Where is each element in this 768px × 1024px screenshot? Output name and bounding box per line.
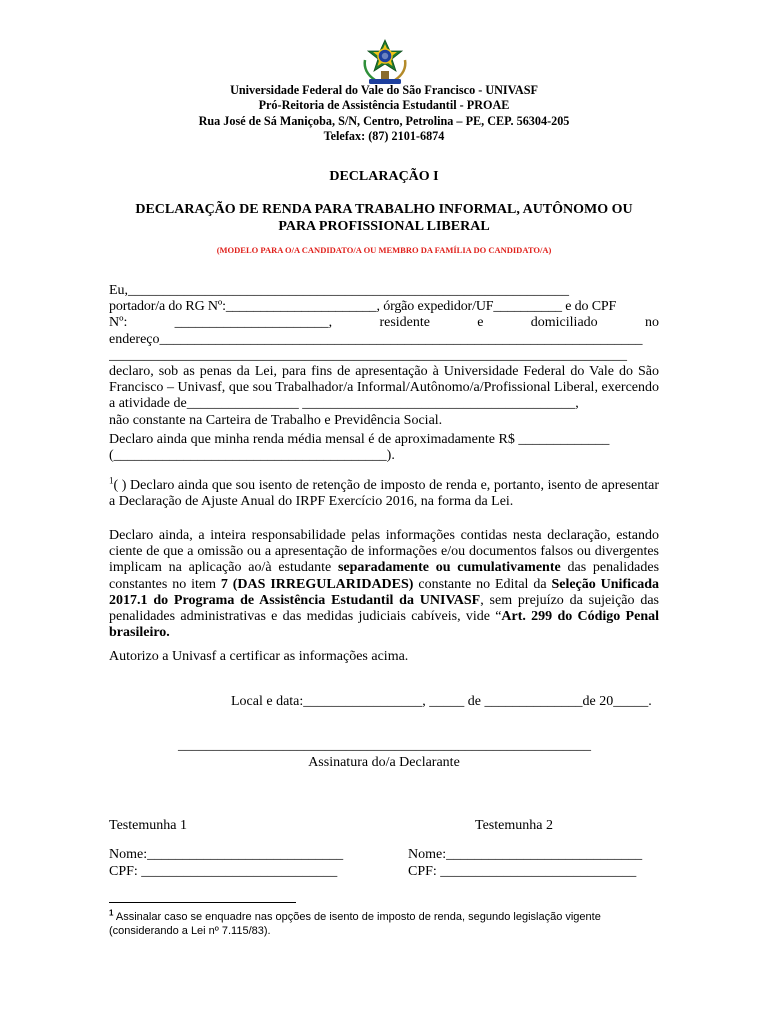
income-amount-words-field[interactable]: (_______________________________________). xyxy=(109,448,395,464)
witness-2-label: Testemunha 2 xyxy=(475,818,553,833)
brazil-coat-of-arms-icon xyxy=(359,38,411,86)
address-field-continued[interactable]: __________________________________________________________________________ xyxy=(109,347,627,363)
name-field[interactable]: Eu,_______________________________________________________________ xyxy=(109,283,570,298)
cpf-residence-line[interactable]: Nº: ______________________, residente e domiciliado no xyxy=(109,315,659,331)
place-date-field[interactable]: Local e data:_________________, _____ de ______________de 20_____. xyxy=(231,694,652,709)
institution-address: Rua José de Sá Maniçoba, S/N, Centro, Petrolina – PE, CEP. 56304-205 xyxy=(198,113,570,128)
tax-exemption-section xyxy=(109,475,660,510)
declaration-text-end: não constante na Carteira de Trabalho e Previdência Social. xyxy=(109,412,443,428)
signature-line[interactable]: ___________________________________________________________ xyxy=(178,738,591,753)
responsibility-emphasis-1: separadamente ou cumulativamente xyxy=(337,560,561,576)
institution-phone: Telefax: (87) 2101-6874 xyxy=(323,129,445,144)
document-title-line1: DECLARAÇÃO DE RENDA PARA TRABALHO INFORMAL, AUTÔNOMO OU xyxy=(135,202,633,217)
declaration-text: declaro, sob as penas da Lei, para fins de apresentação à Universidade Federal do Vale do São Francisco – Univasf, que sou Trabalhador/a Informal/Autônomo/a/Profissional Liberal, exercendo a atividade de________________ _______________________________________, xyxy=(109,364,659,412)
footnote-divider xyxy=(109,902,296,903)
footnote-reference: 1 xyxy=(109,475,114,486)
declaration-number: DECLARAÇÃO I xyxy=(329,169,439,184)
model-note: (MODELO PARA O/A CANDIDATO/A OU MEMBRO DA FAMÍLIA DO CANDIDATO/A) xyxy=(216,245,552,255)
responsibility-emphasis-4: Art. 299 do Código Penal brasileiro. xyxy=(109,609,659,641)
document-title xyxy=(120,201,648,235)
document-title-line2: PARA PROFISSIONAL LIBERAL xyxy=(278,219,490,234)
witness-1-name-field[interactable]: Nome:____________________________ xyxy=(109,847,344,862)
responsibility-emphasis-2: 7 (DAS IRREGULARIDADES) xyxy=(220,576,414,592)
identity-section xyxy=(109,283,659,429)
footnote-text: Assinalar caso se enquadre nas opções de isento de imposto de renda, segundo legislação vigente (considerando a Lei nº 7.115/83). xyxy=(109,911,601,937)
footnote xyxy=(109,910,669,938)
department-name: Pró-Reitoria de Assistência Estudantil - PROAE xyxy=(258,98,510,113)
witness-2-cpf-field[interactable]: CPF: ____________________________ xyxy=(408,864,637,879)
authorization-text: Autorizo a Univasf a certificar as informações acima. xyxy=(109,649,409,664)
witness-1-label: Testemunha 1 xyxy=(109,818,187,833)
exemption-checkbox[interactable]: ( ) xyxy=(113,478,127,493)
income-amount-field[interactable]: Declaro ainda que minha renda média mensal é de aproximadamente R$ _____________ xyxy=(109,432,610,447)
responsibility-section: Declaro ainda, a inteira responsabilidade pelas informações contidas nesta declaração, estando ciente de que a omissão ou a apresentação de informações e/ou documentos falsos ou divergentes implicam na aplicação ao/à estudante separadamente ou cumulativamente das penalidades constantes no item 7 (DAS IRREGULARIDADES) constante no Edital da Seleção Unificada 2017.1 do Programa de Assistência Estudantil da UNIVASF, sem prejuízo da sujeição das penalidades administrativas e das medidas judiciais cabíveis, vide “Art. 299 do Código Penal brasileiro. xyxy=(109,528,660,641)
footnote-mark: 1 xyxy=(109,908,114,918)
institution-name: Universidade Federal do Vale do São Francisco - UNIVASF xyxy=(230,83,538,97)
institution-header xyxy=(0,83,768,145)
rg-cpf-field[interactable]: portador/a do RG Nº:______________________, órgão expedidor/UF__________ e do CPF xyxy=(109,299,617,315)
signature-label: Assinatura do/a Declarante xyxy=(308,755,460,770)
witness-2-name-field[interactable]: Nome:____________________________ xyxy=(408,847,643,862)
address-field[interactable]: endereço_____________________________________________________________________ xyxy=(109,331,643,347)
income-section xyxy=(109,432,659,464)
exemption-text: Declaro ainda que sou isento de retenção de imposto de renda e, portanto, isento de apresentar a Declaração de Ajuste Anual do IRPF Exercício 2016, na forma da Lei. xyxy=(109,478,660,510)
responsibility-emphasis-3: Seleção Unificada 2017.1 do Programa de Assistência Estudantil da UNIVASF xyxy=(109,576,659,608)
witness-1-cpf-field[interactable]: CPF: ____________________________ xyxy=(109,864,338,879)
